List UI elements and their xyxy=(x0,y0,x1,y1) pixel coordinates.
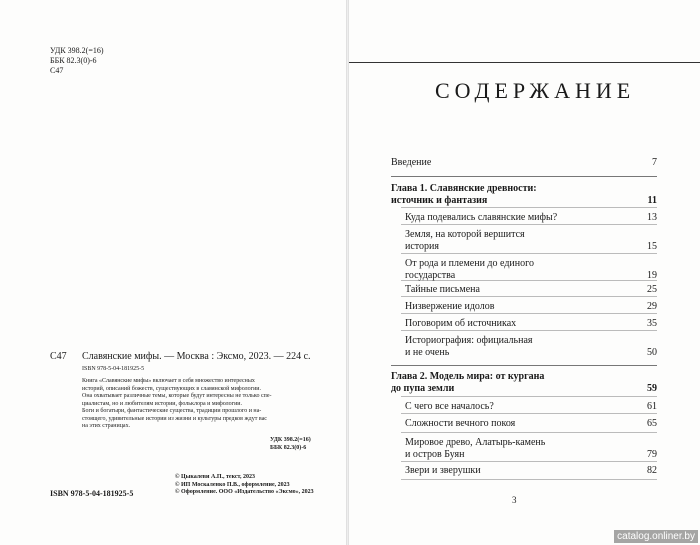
toc-page-number: 29 xyxy=(647,301,657,312)
toc-page-number: 13 xyxy=(647,212,657,223)
entry-separator xyxy=(401,413,657,414)
bbk-code: ББК 82.3(0)-6 xyxy=(50,56,97,65)
page-number: 3 xyxy=(512,495,517,505)
entry-separator xyxy=(401,224,657,225)
toc-title: СОДЕРЖАНИЕ xyxy=(435,78,636,103)
toc-entry[interactable]: Тайные письмена xyxy=(405,284,480,295)
toc-entry[interactable]: Историография: официальная xyxy=(405,335,533,346)
annotation-line: Книга «Славянские мифы» включает в себя множество интересных xyxy=(82,378,255,384)
toc-entry[interactable]: Сложности вечного покоя xyxy=(405,418,516,429)
toc-page-number: 50 xyxy=(647,347,657,358)
annotation-line: циалистам, но и любителям истории, фольклора и мифологии. xyxy=(82,400,243,407)
toc-entry[interactable]: С чего все началось? xyxy=(405,401,494,412)
toc-page-number: 25 xyxy=(647,284,657,295)
entry-separator xyxy=(401,432,657,433)
toc-entry[interactable]: Глава 2. Модель мира: от кургана xyxy=(391,371,545,382)
toc-entry[interactable]: От рода и племени до единого xyxy=(405,258,534,269)
copyright-line: © Цыкалеви А.П., текст, 2023 xyxy=(175,474,256,480)
annotation-line: на этих страницах. xyxy=(82,423,131,429)
toc-entry[interactable]: Низвержение идолов xyxy=(405,301,495,312)
entry-separator xyxy=(401,461,657,462)
header-rule xyxy=(349,62,700,63)
toc-entry[interactable]: Куда подевались славянские мифы? xyxy=(405,212,558,223)
bibliographic-title: Славянские мифы. — Москва : Эксмо, 2023. — 224 с. xyxy=(82,351,311,362)
isbn-short: ISBN 978-5-04-181925-5 xyxy=(82,366,145,372)
toc-entry[interactable]: Введение xyxy=(391,157,432,168)
annotation-line: Боги и богатыри, фантастические существа, традиции прошлого и на- xyxy=(82,408,262,414)
toc-page-number: 79 xyxy=(647,449,657,460)
toc-entry[interactable]: Мировое древо, Алатырь-камень xyxy=(405,437,546,448)
watermark: catalog.onliner.by xyxy=(614,530,698,543)
left-page xyxy=(0,0,347,545)
toc-entry[interactable]: источник и фантазия xyxy=(391,195,488,206)
chapter-separator xyxy=(391,176,657,177)
toc-entry[interactable]: до пупа земли xyxy=(391,383,455,394)
toc-entry[interactable]: Глава 1. Славянские древности: xyxy=(391,183,537,194)
entry-separator xyxy=(401,396,657,397)
entry-separator xyxy=(401,253,657,254)
annotation-line: историй, описаний божеств, существующих в славянской мифологии. xyxy=(82,385,261,392)
toc-entry[interactable]: Земля, на которой вершится xyxy=(405,229,525,240)
toc-page-number: 15 xyxy=(647,241,657,252)
toc-entry[interactable]: история xyxy=(405,241,439,252)
isbn-bottom: ISBN 978-5-04-181925-5 xyxy=(50,489,134,498)
toc-entry[interactable]: государства xyxy=(405,270,456,281)
toc-page-number: 61 xyxy=(647,401,657,412)
toc-page-number: 82 xyxy=(647,465,657,476)
toc-entry[interactable]: Звери и зверушки xyxy=(405,465,481,476)
copyright xyxy=(175,474,314,497)
entry-separator xyxy=(401,296,657,297)
toc-page-number: 7 xyxy=(652,157,657,168)
author-mark: С47 xyxy=(50,66,64,75)
right-page xyxy=(349,0,700,545)
bbk-small: ББК 82.3(0)-6 xyxy=(270,445,307,451)
toc-page-number: 65 xyxy=(647,418,657,429)
entry-separator xyxy=(401,313,657,314)
entry-separator xyxy=(401,330,657,331)
toc-page-number: 35 xyxy=(647,318,657,329)
toc-entry[interactable]: и не очень xyxy=(405,347,450,358)
catalog-mark: С47 xyxy=(50,351,67,362)
udk-code: УДК 398.2(=16) xyxy=(50,46,104,55)
toc-entry[interactable]: и остров Буян xyxy=(405,449,465,460)
toc-entry[interactable]: Поговорим об источниках xyxy=(405,318,517,329)
chapter-separator xyxy=(391,365,657,366)
copyright-line: © Оформление. ООО «Издательство «Эксмо», 2023 xyxy=(175,489,314,495)
annotation-line: стоящего, удивительные истории из жизни и культуры предков ждут вас xyxy=(82,415,267,422)
entry-separator xyxy=(401,207,657,208)
toc-page-number: 59 xyxy=(647,383,657,394)
toc-page-number: 19 xyxy=(647,270,657,281)
copyright-line: © ИП Москаленко П.В., оформление, 2023 xyxy=(175,481,290,488)
udk-small: УДК 398.2(=16) xyxy=(270,437,311,443)
annotation xyxy=(82,378,340,431)
annotation-line: Она охватывает различные темы, которые будут интересны не только спе- xyxy=(82,393,272,399)
entry-separator xyxy=(401,479,657,480)
toc-page-number: 11 xyxy=(647,195,657,206)
